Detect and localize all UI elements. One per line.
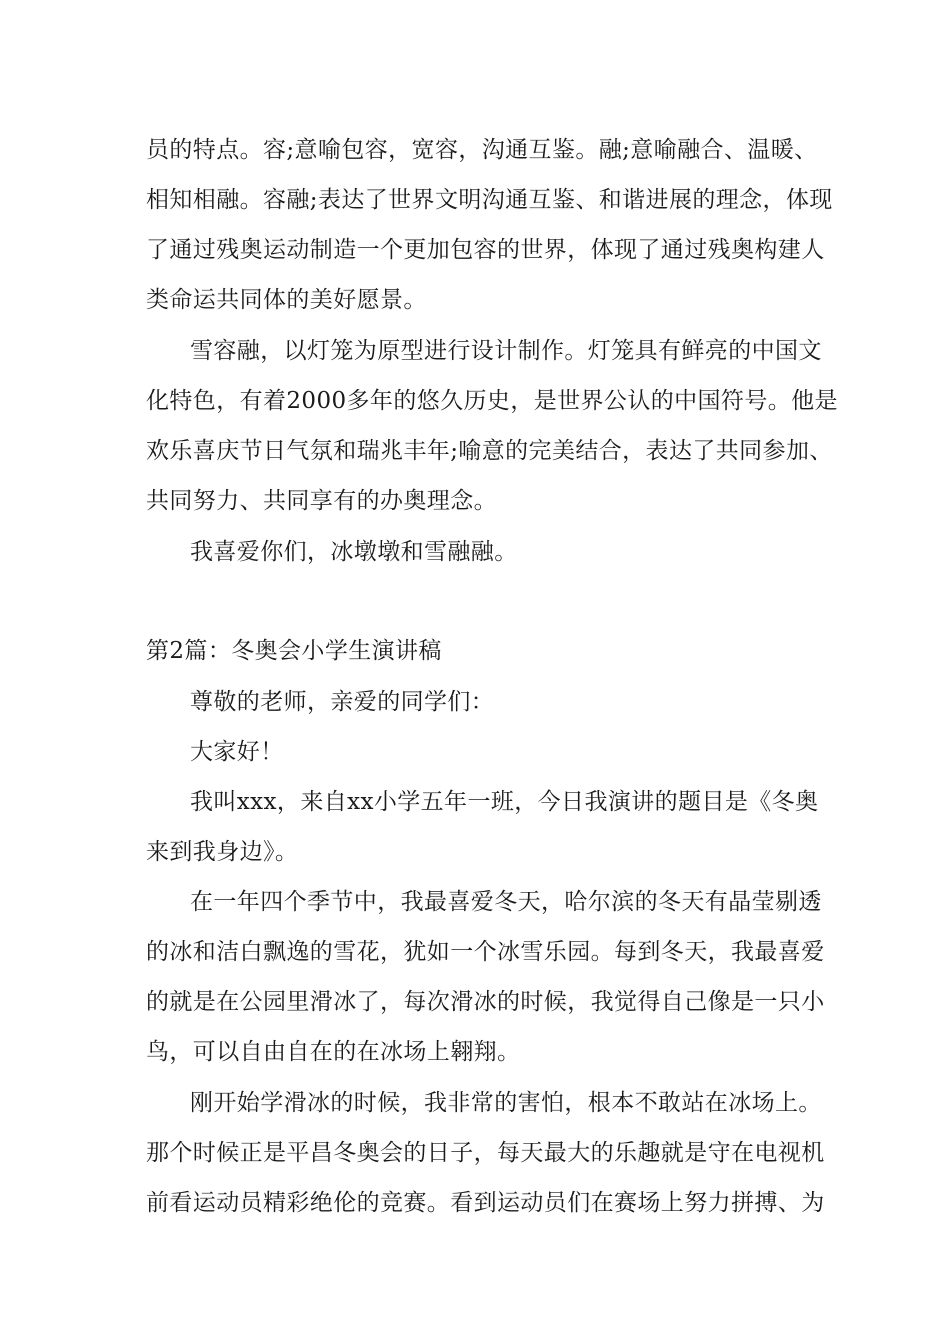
paragraph-line: 的就是在公园里滑冰了，每次滑冰的时候，我觉得自己像是一只小	[146, 989, 825, 1015]
paragraph-line: 那个时候正是平昌冬奥会的日子，每天最大的乐趣就是守在电视机	[146, 1140, 825, 1166]
paragraph-line: 了通过残奥运动制造一个更加包容的世界，体现了通过残奥构建人	[146, 237, 825, 263]
salutation-line: 尊敬的老师，亲爱的同学们：	[190, 689, 495, 715]
paragraph-line: 我叫xxx，来自xx小学五年一班，今日我演讲的题目是《冬奥	[190, 789, 819, 815]
paragraph-line: 雪容融，以灯笼为原型进行设计制作。灯笼具有鲜亮的中国文	[190, 338, 822, 364]
greeting-line: 大家好！	[190, 739, 284, 765]
paragraph-line: 化特色，有着2000多年的悠久历史，是世界公认的中国符号。他是	[146, 388, 838, 414]
paragraph-line: 类命运共同体的美好愿景。	[146, 287, 427, 313]
paragraph-line: 刚开始学滑冰的时候，我非常的害怕，根本不敢站在冰场上。	[190, 1090, 822, 1116]
paragraph-line: 共同努力、共同享有的办奥理念。	[146, 488, 497, 514]
paragraph-line: 前看运动员精彩绝伦的竞赛。看到运动员们在赛场上努力拼搏、为	[146, 1190, 825, 1216]
paragraph-line: 的冰和洁白飘逸的雪花，犹如一个冰雪乐园。每到冬天，我最喜爱	[146, 939, 825, 965]
paragraph-line: 在一年四个季节中，我最喜爱冬天，哈尔滨的冬天有晶莹剔透	[190, 889, 822, 915]
paragraph-line: 来到我身边》。	[146, 839, 299, 865]
paragraph-line: 欢乐喜庆节日气氛和瑞兆丰年;喻意的完美结合，表达了共同参加、	[146, 438, 833, 464]
paragraph-line: 我喜爱你们，冰墩墩和雪融融。	[190, 539, 518, 565]
paragraph-line: 相知相融。容融;表达了世界文明沟通互鉴、和谐进展的理念，体现	[146, 187, 833, 213]
paragraph-line: 鸟，可以自由自在的在冰场上翱翔。	[146, 1039, 521, 1065]
paragraph-line: 员的特点。容;意喻包容，宽容，沟通互鉴。融;意喻融合、温暖、	[146, 137, 818, 163]
section-heading: 第2篇：冬奥会小学生演讲稿	[146, 638, 442, 664]
